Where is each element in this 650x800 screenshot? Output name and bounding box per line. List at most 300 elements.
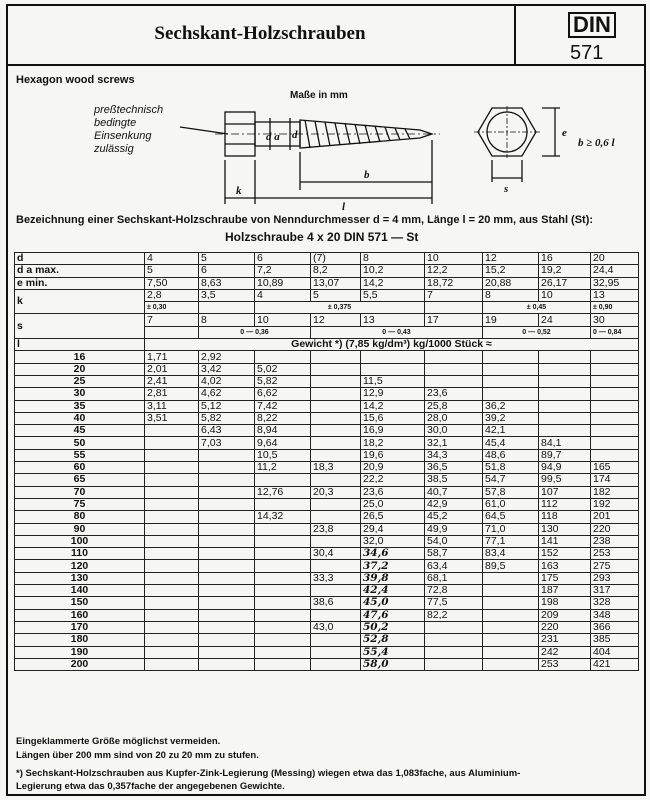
size-cell: 8 <box>361 253 425 265</box>
weight-cell: 317 <box>591 585 639 597</box>
weight-cell: 52,8 <box>361 634 425 646</box>
weight-row <box>15 560 639 572</box>
weight-cell: 1,71 <box>145 351 199 363</box>
weight-row <box>15 621 639 633</box>
weight-cell <box>425 363 483 375</box>
da-cell: 15,2 <box>483 265 539 277</box>
e-cell: 26,17 <box>539 277 591 289</box>
weight-cell: 30,4 <box>311 548 361 560</box>
weight-cell <box>199 585 255 597</box>
weight-cell: 22,2 <box>361 474 425 486</box>
weight-cell: 220 <box>539 621 591 633</box>
weight-cell: 14,2 <box>361 400 425 412</box>
weight-cell <box>199 474 255 486</box>
weight-cell: 238 <box>591 535 639 547</box>
s-tol-cell: 0 — 0,43 <box>311 326 483 338</box>
row-label-k: k <box>15 289 145 314</box>
k-cell: 8 <box>483 289 539 301</box>
label-da: d a <box>266 131 280 143</box>
weight-cell: 26,5 <box>361 511 425 523</box>
k-tol-cell: ± 0,90 <box>591 302 639 314</box>
size-cell: 12 <box>483 253 539 265</box>
weight-cell <box>591 412 639 424</box>
weight-cell: 58,0 <box>361 658 425 670</box>
length-cell: 70 <box>15 486 145 498</box>
weight-cell: 328 <box>591 597 639 609</box>
weight-cell <box>199 548 255 560</box>
s-cell: 30 <box>591 314 639 326</box>
size-cell: (7) <box>311 253 361 265</box>
label-b-min: b ≥ 0,6 l <box>578 137 615 149</box>
weight-cell: 33,3 <box>311 572 361 584</box>
weight-cell: 38,5 <box>425 474 483 486</box>
weight-cell <box>145 572 199 584</box>
length-cell: 40 <box>15 412 145 424</box>
weight-row <box>15 375 639 387</box>
weight-row <box>15 462 639 474</box>
weight-cell: 39,2 <box>483 412 539 424</box>
weight-cell <box>591 363 639 375</box>
weight-cell: 118 <box>539 511 591 523</box>
weight-cell <box>483 634 539 646</box>
weight-cell: 38,6 <box>311 597 361 609</box>
weight-row <box>15 646 639 658</box>
weight-cell <box>145 597 199 609</box>
weight-cell: 5,12 <box>199 400 255 412</box>
s-tol-cell: 0 — 0,52 <box>483 326 591 338</box>
weight-cell <box>255 597 311 609</box>
weight-cell <box>539 351 591 363</box>
weight-cell <box>255 646 311 658</box>
weight-row <box>15 400 639 412</box>
weight-cell <box>145 437 199 449</box>
k-cell: 5,5 <box>361 289 425 301</box>
weight-cell <box>255 523 311 535</box>
weight-row <box>15 425 639 437</box>
weight-row <box>15 548 639 560</box>
weight-cell <box>483 388 539 400</box>
weight-cell: 28,0 <box>425 412 483 424</box>
weight-cell <box>425 634 483 646</box>
s-tol-cell: 0 — 0,84 <box>591 326 639 338</box>
weight-cell: 174 <box>591 474 639 486</box>
weight-cell: 4,02 <box>199 375 255 387</box>
weight-cell: 45,2 <box>425 511 483 523</box>
weight-cell: 3,11 <box>145 400 199 412</box>
footnote-1: Eingeklammerte Größe möglichst vermeiden. <box>16 736 221 747</box>
weight-cell <box>199 535 255 547</box>
footnote-3: *) Sechskant-Holzschrauben aus Kupfer-Zink-Legierung (Messing) wiegen etwa das 1,083fache, aus Aluminium- <box>16 768 521 779</box>
weight-cell <box>255 535 311 547</box>
weight-cell <box>145 449 199 461</box>
weight-cell: 130 <box>539 523 591 535</box>
weight-cell <box>255 351 311 363</box>
length-cell: 110 <box>15 548 145 560</box>
footnote-2: Längen über 200 mm sind von 20 zu 20 mm zu stufen. <box>16 750 259 761</box>
length-cell: 45 <box>15 425 145 437</box>
weight-cell: 7,42 <box>255 400 311 412</box>
weight-cell <box>483 363 539 375</box>
weight-cell: 42,4 <box>361 585 425 597</box>
weight-cell: 51,8 <box>483 462 539 474</box>
weight-cell: 242 <box>539 646 591 658</box>
size-cell: 10 <box>425 253 483 265</box>
label-l: l <box>342 201 346 210</box>
weight-row <box>15 388 639 400</box>
weight-cell <box>311 412 361 424</box>
weight-cell: 84,1 <box>539 437 591 449</box>
weight-cell: 2,92 <box>199 351 255 363</box>
dimension-table <box>14 252 639 671</box>
weight-cell: 275 <box>591 560 639 572</box>
length-cell: 190 <box>15 646 145 658</box>
weight-cell: 182 <box>591 486 639 498</box>
weight-cell: 253 <box>539 658 591 670</box>
weight-cell: 2,81 <box>145 388 199 400</box>
weight-cell: 366 <box>591 621 639 633</box>
weight-cell <box>311 498 361 510</box>
label-e: e <box>562 127 567 139</box>
da-cell: 7,2 <box>255 265 311 277</box>
length-cell: 75 <box>15 498 145 510</box>
label-k: k <box>236 185 242 197</box>
weight-cell: 39,8 <box>361 572 425 584</box>
weight-row <box>15 634 639 646</box>
weight-cell <box>255 658 311 670</box>
e-cell: 32,95 <box>591 277 639 289</box>
weight-row <box>15 486 639 498</box>
e-cell: 8,63 <box>199 277 255 289</box>
weight-cell: 40,7 <box>425 486 483 498</box>
length-cell: 90 <box>15 523 145 535</box>
weight-row <box>15 597 639 609</box>
length-cell: 25 <box>15 375 145 387</box>
weight-cell: 201 <box>591 511 639 523</box>
weight-cell: 63,4 <box>425 560 483 572</box>
weight-cell <box>145 425 199 437</box>
length-cell: 60 <box>15 462 145 474</box>
weight-cell: 55,4 <box>361 646 425 658</box>
length-cell: 200 <box>15 658 145 670</box>
s-cell: 17 <box>425 314 483 326</box>
weight-cell <box>591 375 639 387</box>
e-cell: 7,50 <box>145 277 199 289</box>
weight-cell: 3,51 <box>145 412 199 424</box>
da-cell: 5 <box>145 265 199 277</box>
s-cell: 19 <box>483 314 539 326</box>
weight-cell: 9,64 <box>255 437 311 449</box>
weight-cell: 50,2 <box>361 621 425 633</box>
weight-cell: 15,6 <box>361 412 425 424</box>
din-box <box>516 4 646 66</box>
weight-cell <box>483 597 539 609</box>
weight-cell <box>311 400 361 412</box>
weight-cell <box>145 646 199 658</box>
size-cell: 16 <box>539 253 591 265</box>
weight-cell <box>539 375 591 387</box>
weight-cell <box>539 425 591 437</box>
weight-row <box>15 498 639 510</box>
weight-cell: 57,8 <box>483 486 539 498</box>
weight-cell <box>591 400 639 412</box>
weight-cell: 18,3 <box>311 462 361 474</box>
weight-cell <box>311 437 361 449</box>
weight-cell <box>145 498 199 510</box>
size-cell: 4 <box>145 253 199 265</box>
weight-cell: 220 <box>591 523 639 535</box>
weight-cell <box>311 646 361 658</box>
length-cell: 80 <box>15 511 145 523</box>
note-line: bedingte <box>94 117 137 129</box>
weight-cell <box>591 351 639 363</box>
weight-cell <box>311 560 361 572</box>
length-cell: 50 <box>15 437 145 449</box>
weight-row <box>15 474 639 486</box>
weight-cell <box>145 621 199 633</box>
length-cell: 16 <box>15 351 145 363</box>
weight-cell: 6,43 <box>199 425 255 437</box>
weight-cell: 32,1 <box>425 437 483 449</box>
length-cell: 130 <box>15 572 145 584</box>
weight-cell <box>311 375 361 387</box>
s-cell: 7 <box>145 314 199 326</box>
weight-cell <box>145 523 199 535</box>
weight-row <box>15 572 639 584</box>
weight-cell: 77,5 <box>425 597 483 609</box>
weight-cell <box>199 621 255 633</box>
weight-cell <box>425 658 483 670</box>
weight-row <box>15 351 639 363</box>
e-cell: 18,72 <box>425 277 483 289</box>
weight-cell: 112 <box>539 498 591 510</box>
weight-cell: 165 <box>591 462 639 474</box>
weight-cell: 25,0 <box>361 498 425 510</box>
weight-cell: 209 <box>539 609 591 621</box>
weight-cell: 68,1 <box>425 572 483 584</box>
size-cell: 20 <box>591 253 639 265</box>
weight-cell: 61,0 <box>483 498 539 510</box>
weight-cell: 253 <box>591 548 639 560</box>
weight-cell: 47,6 <box>361 609 425 621</box>
weight-cell <box>311 535 361 547</box>
label-s: s <box>504 183 509 195</box>
weight-cell: 36,2 <box>483 400 539 412</box>
weight-cell: 89,5 <box>483 560 539 572</box>
weight-cell <box>255 634 311 646</box>
weight-cell <box>311 585 361 597</box>
weight-cell: 5,02 <box>255 363 311 375</box>
weight-cell <box>483 351 539 363</box>
weight-cell: 175 <box>539 572 591 584</box>
length-cell: 150 <box>15 597 145 609</box>
weight-cell: 12,9 <box>361 388 425 400</box>
da-cell: 10,2 <box>361 265 425 277</box>
weight-cell: 293 <box>591 572 639 584</box>
weight-cell <box>199 609 255 621</box>
weight-row <box>15 511 639 523</box>
row-d <box>15 253 639 265</box>
weight-row <box>15 437 639 449</box>
weight-row <box>15 535 639 547</box>
s-cell: 13 <box>361 314 425 326</box>
screw-technical-drawing <box>0 100 650 210</box>
weight-cell <box>199 511 255 523</box>
weight-cell: 187 <box>539 585 591 597</box>
k-cell: 2,8 <box>145 289 199 301</box>
row-label-da: d a max. <box>15 265 145 277</box>
weight-cell: 30,0 <box>425 425 483 437</box>
note-line: preßtechnisch <box>94 104 164 116</box>
weight-cell <box>483 658 539 670</box>
weight-cell <box>145 474 199 486</box>
weight-cell <box>483 609 539 621</box>
weight-cell <box>483 621 539 633</box>
weight-cell <box>145 609 199 621</box>
s-tol-cell: 0 — 0,36 <box>199 326 311 338</box>
weight-cell <box>361 363 425 375</box>
label-d: d <box>292 129 298 141</box>
weight-cell: 34,6 <box>361 548 425 560</box>
k-cell: 4 <box>255 289 311 301</box>
weight-cell <box>311 609 361 621</box>
weight-cell: 77,1 <box>483 535 539 547</box>
weight-cell: 94,9 <box>539 462 591 474</box>
weight-cell: 385 <box>591 634 639 646</box>
weight-cell: 49,9 <box>425 523 483 535</box>
length-cell: 100 <box>15 535 145 547</box>
length-cell: 160 <box>15 609 145 621</box>
weight-cell <box>199 523 255 535</box>
da-cell: 19,2 <box>539 265 591 277</box>
weight-cell: 163 <box>539 560 591 572</box>
weight-cell <box>539 388 591 400</box>
e-cell: 14,2 <box>361 277 425 289</box>
weight-cell <box>199 634 255 646</box>
row-label-e: e min. <box>15 277 145 289</box>
weight-cell <box>199 498 255 510</box>
weight-cell: 34,3 <box>425 449 483 461</box>
weight-cell <box>425 351 483 363</box>
weight-cell <box>311 363 361 375</box>
weight-cell <box>311 425 361 437</box>
length-cell: 35 <box>15 400 145 412</box>
subtitle-english: Hexagon wood screws <box>16 74 135 86</box>
weight-cell <box>199 597 255 609</box>
e-cell: 10,89 <box>255 277 311 289</box>
weight-cell: 29,4 <box>361 523 425 535</box>
weight-cell <box>591 437 639 449</box>
weight-cell: 23,8 <box>311 523 361 535</box>
weight-cell <box>199 572 255 584</box>
length-cell: 120 <box>15 560 145 572</box>
weight-cell <box>311 388 361 400</box>
weight-cell <box>361 351 425 363</box>
weight-cell: 54,7 <box>483 474 539 486</box>
weight-cell: 20,3 <box>311 486 361 498</box>
weight-cell <box>255 585 311 597</box>
designation-text: Bezeichnung einer Sechskant-Holzschraube von Nenndurchmesser d = 4 mm, Länge l = 20 mm, aus Stahl (St): <box>16 214 594 226</box>
k-cell: 10 <box>539 289 591 301</box>
size-cell: 6 <box>255 253 311 265</box>
weight-cell: 43,0 <box>311 621 361 633</box>
weight-cell: 141 <box>539 535 591 547</box>
weight-cell <box>145 462 199 474</box>
weight-cell <box>311 511 361 523</box>
weight-cell: 12,76 <box>255 486 311 498</box>
weight-cell <box>145 560 199 572</box>
din-number: 571 <box>570 42 604 64</box>
weight-cell <box>145 634 199 646</box>
weight-cell <box>255 609 311 621</box>
e-cell: 13,07 <box>311 277 361 289</box>
weight-cell <box>591 425 639 437</box>
weight-cell: 82,2 <box>425 609 483 621</box>
weight-cell <box>145 511 199 523</box>
weight-cell <box>425 621 483 633</box>
weight-cell <box>145 486 199 498</box>
weight-cell: 58,7 <box>425 548 483 560</box>
page-title: Sechskant-Holzschrauben <box>6 4 516 66</box>
weight-cell: 32,0 <box>361 535 425 547</box>
weight-cell <box>145 548 199 560</box>
weight-cell <box>425 646 483 658</box>
weight-cell: 11,5 <box>361 375 425 387</box>
weight-cell <box>539 363 591 375</box>
da-cell: 12,2 <box>425 265 483 277</box>
weight-cell <box>483 572 539 584</box>
weight-cell: 421 <box>591 658 639 670</box>
length-cell: 170 <box>15 621 145 633</box>
weight-row <box>15 585 639 597</box>
length-cell: 65 <box>15 474 145 486</box>
weight-cell <box>255 548 311 560</box>
k-tol-cell: ± 0,375 <box>255 302 425 314</box>
weight-cell <box>255 621 311 633</box>
weight-cell: 8,94 <box>255 425 311 437</box>
k-cell: 13 <box>591 289 639 301</box>
length-cell: 180 <box>15 634 145 646</box>
weight-cell <box>255 474 311 486</box>
weight-cell <box>425 375 483 387</box>
weight-cell: 198 <box>539 597 591 609</box>
din-label: DIN <box>568 12 616 38</box>
weight-row <box>15 412 639 424</box>
row-label-l: l <box>15 339 145 351</box>
weight-cell: 152 <box>539 548 591 560</box>
weight-cell: 72,8 <box>425 585 483 597</box>
units-note: Maße in mm <box>290 90 348 101</box>
row-da <box>15 265 639 277</box>
size-cell: 5 <box>199 253 255 265</box>
weight-cell: 5,82 <box>255 375 311 387</box>
weight-cell <box>199 560 255 572</box>
row-e <box>15 277 639 289</box>
row-label-d: d <box>15 253 145 265</box>
weight-cell: 54,0 <box>425 535 483 547</box>
weight-cell: 8,22 <box>255 412 311 424</box>
label-b: b <box>364 169 370 181</box>
s-cell: 12 <box>311 314 361 326</box>
weight-cell: 89,7 <box>539 449 591 461</box>
length-cell: 140 <box>15 585 145 597</box>
k-tol-cell: ± 0,30 <box>145 302 199 314</box>
weight-cell: 99,5 <box>539 474 591 486</box>
weight-cell: 3,42 <box>199 363 255 375</box>
footnote-4: Legierung etwa das 0,357fache der angegebenen Gewichte. <box>16 781 285 792</box>
note-line: zulässig <box>94 143 134 155</box>
weight-cell: 18,2 <box>361 437 425 449</box>
weight-row <box>15 658 639 670</box>
